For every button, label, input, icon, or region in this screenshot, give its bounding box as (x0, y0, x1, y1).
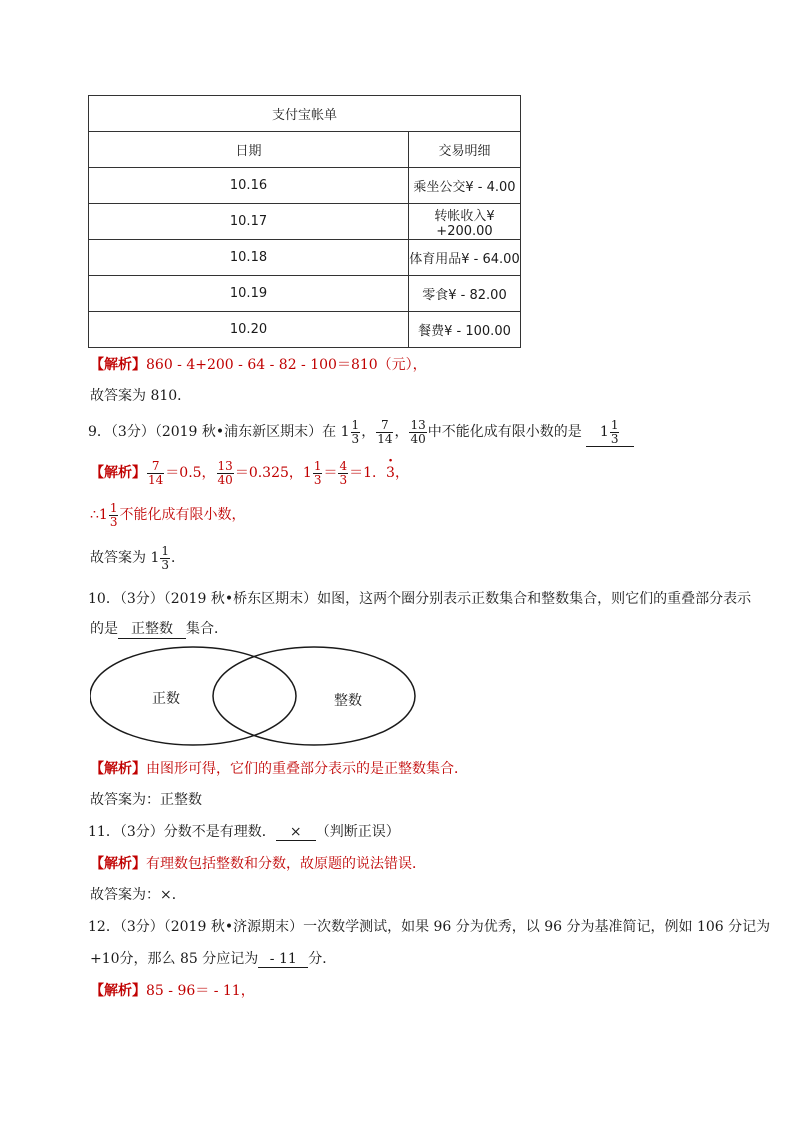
table-header-row (89, 132, 521, 168)
row-detail: 零食¥ - 82.00 (409, 276, 521, 312)
header-date: 日期 (89, 132, 409, 168)
q10-analysis: 【解析】由图形可得，它们的重叠部分表示的是正整数集合． (90, 761, 468, 777)
repeating-digit: · 3 (386, 458, 395, 488)
q9-source: （3分）（2019 秋•浦东新区期末）在 (110, 424, 337, 440)
q9-mid-text: 中不能化成有限小数的是 (427, 424, 582, 440)
analysis-tag: 【解析】 (90, 357, 146, 373)
q10-question-line2: 的是 正整数 集合． (90, 618, 228, 639)
q8-analysis-text: 860 - 4+200 - 64 - 82 - 100＝810（元）， (146, 357, 427, 373)
q8-answer: 故答案为 810． (90, 388, 192, 404)
q8-analysis (90, 354, 427, 374)
row-detail: 体育用品¥ - 64.00 (409, 240, 521, 276)
q9-question: 9．（3分）（2019 秋•浦东新区期末）在 1 $\frac{1}{3}$ ， $\frac{7}{14}$ ， $\frac{13}{40}$ 中不能化成有限小数的是 1 $\frac{1}{3}$ (88, 418, 634, 447)
q10-answer: 故答案为：正整数 (90, 792, 202, 808)
q12-analysis: 【解析】85 - 96＝ - 11， (90, 983, 255, 999)
table-row (89, 276, 521, 312)
q12-question-line2: +10分，那么 85 分应记为 - 11 分． (90, 951, 337, 967)
table-row (89, 312, 521, 348)
q9-fraction-1-3: $\frac{1}{3}$ (351, 417, 360, 446)
q9-mixed-whole: 1 (340, 424, 350, 440)
row-date: 10.20 (89, 312, 409, 348)
venn-label-integer: 整数 (334, 693, 362, 709)
header-detail: 交易明细 (409, 132, 521, 168)
q9-fraction-13-40: $\frac{13}{40}$ (410, 417, 426, 446)
table-row (89, 240, 521, 276)
q9-fraction-7-14: $\frac{7}{14}$ (377, 417, 393, 446)
venn-label-positive: 正数 (152, 691, 180, 707)
q11-answer-blank: × (276, 824, 316, 841)
q11-answer: 故答案为：×． (90, 887, 186, 903)
row-detail: 餐费¥ - 100.00 (409, 312, 521, 348)
table-title-row (89, 96, 521, 132)
q10-question: 10．（3分）（2019 秋•桥东区期末）如图，这两个圈分别表示正数集合和整数集合，则它们的重叠部分表示 (88, 591, 752, 607)
venn-diagram (90, 642, 420, 750)
q9-answer: 故答案为 1 $\frac{1}{3}$ ． (90, 543, 185, 572)
positive-set-circle (90, 647, 296, 745)
q12-answer-blank: - 11 (258, 951, 308, 968)
q11-question: 11．（3分）分数不是有理数． × （判断正误） (88, 824, 400, 840)
q9-answer-blank: 1 $\frac{1}{3}$ (586, 418, 634, 447)
row-date: 10.16 (89, 168, 409, 204)
integer-set-circle (213, 647, 415, 745)
row-date: 10.17 (89, 204, 409, 240)
row-detail: 转帐收入¥+200.00 (409, 204, 521, 240)
alipay-bill-table (88, 95, 521, 348)
table-row (89, 204, 521, 240)
row-detail: 乘坐公交¥ - 4.00 (409, 168, 521, 204)
row-date: 10.18 (89, 240, 409, 276)
q9-therefore: ∴1 $\frac{1}{3}$ 不能化成有限小数， (90, 500, 246, 529)
q12-question: 12．（3分）（2019 秋•济源期末）一次数学测试，如果 96 分为优秀，以 96 分为基准简记，例如 106 分记为 (88, 919, 771, 935)
table-title: 支付宝帐单 (89, 96, 521, 132)
q9-analysis: 【解析】 $\frac{7}{14}$ ＝0.5， $\frac{13}{40}$ ＝0.325，1 $\frac{1}{3}$ ＝ $\frac{4}{3}$ ＝1．· 3， (90, 458, 409, 488)
q9-number: 9． (88, 424, 111, 440)
q11-analysis: 【解析】有理数包括整数和分数，故原题的说法错误． (90, 856, 426, 872)
table-row (89, 168, 521, 204)
row-date: 10.19 (89, 276, 409, 312)
q10-answer-blank: 正整数 (118, 618, 186, 639)
